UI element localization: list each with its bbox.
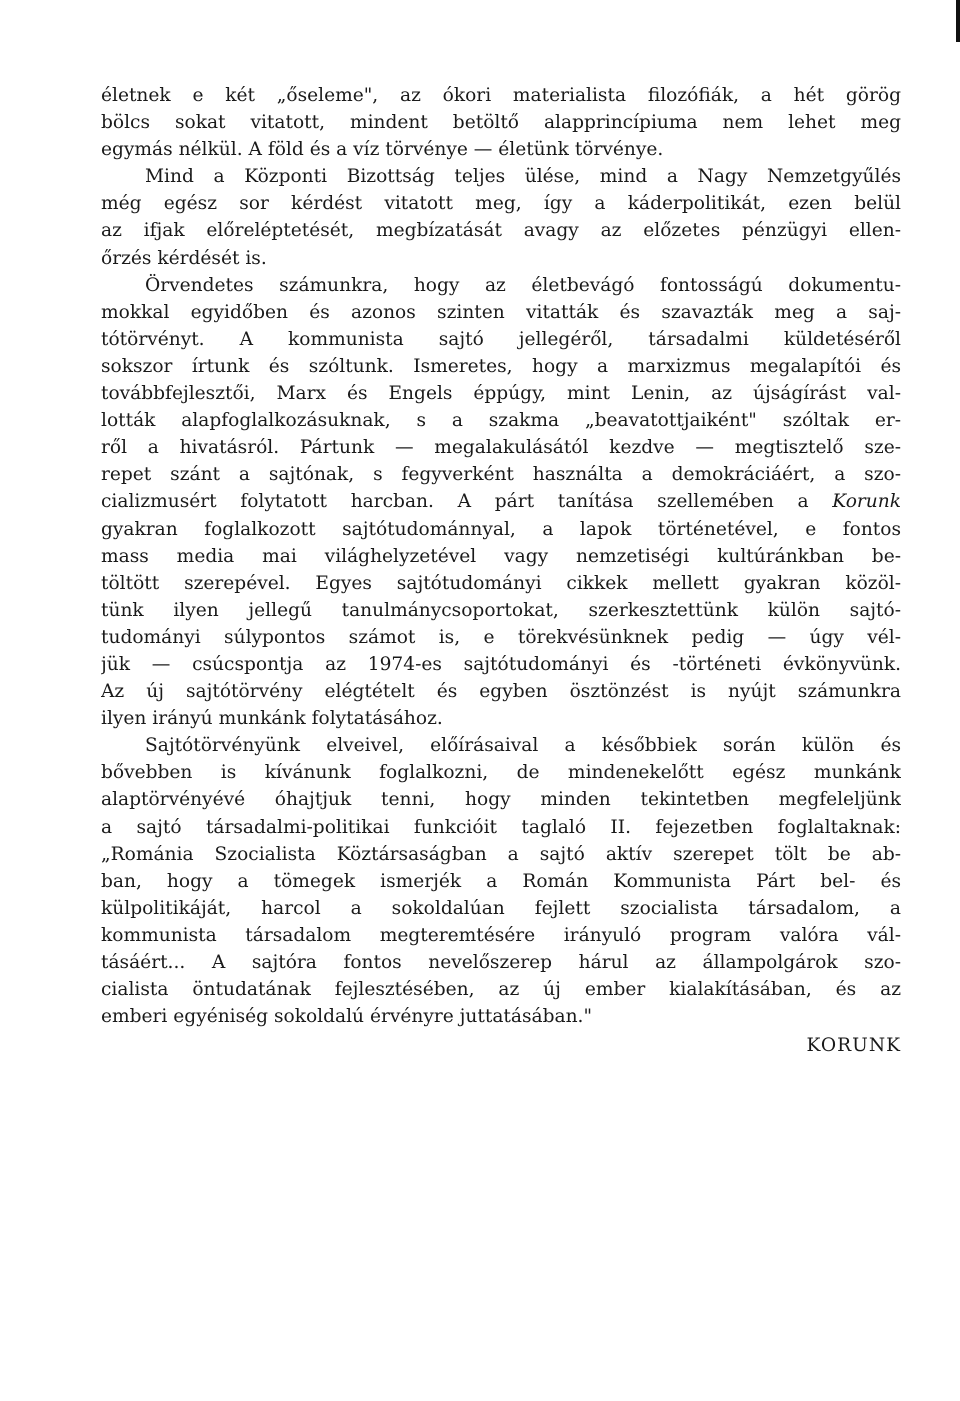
- text-line: „Románia Szocialista Köztársaságban a sajtó aktív szerepet tölt be ab-: [101, 843, 901, 865]
- text-line: tünk ilyen jellegű tanulmánycsoportokat, szerkesztettünk külön sajtó-: [101, 599, 901, 621]
- text-line: a sajtó társadalmi-politikai funkcióit taglaló II. fejezetben foglaltaknak:: [101, 816, 901, 838]
- text-line: lották alapfoglalkozásuknak, s a szakma „beavatottjaiként" szóltak er-: [101, 410, 901, 432]
- page-edge-mark: [956, 0, 960, 42]
- text-line: bölcs sokat vitatott, mindent betöltő alapprincípiuma nem lehet meg: [101, 112, 901, 134]
- text-line: emberi egyéniség sokoldalú érvényre juttatásában.": [101, 1006, 593, 1028]
- text-line: életnek e két „őseleme", az ókori materialista filozófiák, a hét görög: [101, 85, 901, 106]
- document-body: [101, 82, 901, 1059]
- text-line: őrzés kérdését is.: [101, 247, 267, 269]
- text-line: az ifjak előreléptetését, megbízatását avagy az előzetes pénzügyi ellen-: [101, 220, 901, 242]
- text-line: továbbfejlesztői, Marx és Engels éppúgy, mint Lenin, az újságírást val-: [101, 383, 901, 405]
- text-line: egymás nélkül. A föld és a víz törvénye — életünk törvénye.: [101, 139, 664, 161]
- text-line: tótörvényt. A kommunista sajtó jellegéről, társadalmi küldetéséről: [101, 328, 901, 350]
- text-line: ilyen irányú munkánk folytatásához.: [101, 708, 443, 730]
- text-line: repet szánt a sajtónak, s fegyverként használta a demokráciáért, a szo-: [101, 464, 901, 486]
- text-line: Sajtótörvényünk elveivel, előírásaival a későbbiek során külön és: [145, 735, 901, 757]
- text-line: Örvendetes számunkra, hogy az életbevágó fontosságú dokumentu-: [145, 274, 901, 296]
- text-line: ről a hivatásról. Pártunk — megalakulásától kezdve — megtisztelő sze-: [101, 437, 901, 459]
- text-line: alaptörvényévé óhajtjuk tenni, hogy minden tekintetben megfeleljünk: [101, 789, 901, 811]
- text-block: [101, 82, 901, 1030]
- text-line: még egész sor kérdést vitatott meg, így a káderpolitikát, ezen belül: [101, 193, 901, 215]
- text-line: ban, hogy a tömegek ismerjék a Román Kommunista Párt bel- és: [101, 870, 901, 892]
- text-line: mass media mai világhelyzetével vagy nemzetiségi kultúránkban be-: [101, 545, 901, 567]
- text-line: bővebben is kívánunk foglalkozni, de mindenekelőtt egész munkánk: [101, 762, 901, 784]
- text-line: mokkal egyidőben és azonos szinten vitatták és szavazták meg a saj-: [101, 301, 901, 323]
- text-line: külpolitikáját, harcol a sokoldalúan fejlett szocialista társadalom, a: [101, 897, 901, 919]
- signature: KORUNK: [806, 1035, 901, 1057]
- text-line: töltött szerepével. Egyes sajtótudományi cikkek mellett gyakran közöl-: [101, 572, 901, 594]
- text-line: Mind a Központi Bizottság teljes ülése, mind a Nagy Nemzetgyűlés: [145, 166, 901, 188]
- magazine-name: Korunk: [832, 491, 901, 513]
- text-line: jük — csúcspontja az 1974-es sajtótudományi és -történeti évkönyvünk.: [101, 653, 901, 675]
- text-line: cializmusért folytatott harcban. A párt tanítása szellemében a Korunk: [101, 491, 901, 513]
- text-line: gyakran foglalkozott sajtótudománnyal, a lapok történetével, e fontos: [101, 518, 901, 540]
- text-line: sokszor írtunk és szóltunk. Ismeretes, hogy a marxizmus megalapítói és: [101, 355, 901, 377]
- text-line: tudományi súlypontos számot is, e törekvésünknek pedig — úgy vél-: [101, 626, 901, 648]
- text-line: cialista öntudatának fejlesztésében, az új ember kialakításában, és az: [101, 979, 901, 1001]
- text-line: tásáért... A sajtóra fontos nevelőszerep hárul az állampolgárok szo-: [101, 952, 901, 973]
- text-line: Az új sajtótörvény elégtételt és egyben ösztönzést is nyújt számunkra: [101, 681, 901, 703]
- text-line: kommunista társadalom megteremtésére irányuló program valóra vál-: [101, 924, 901, 946]
